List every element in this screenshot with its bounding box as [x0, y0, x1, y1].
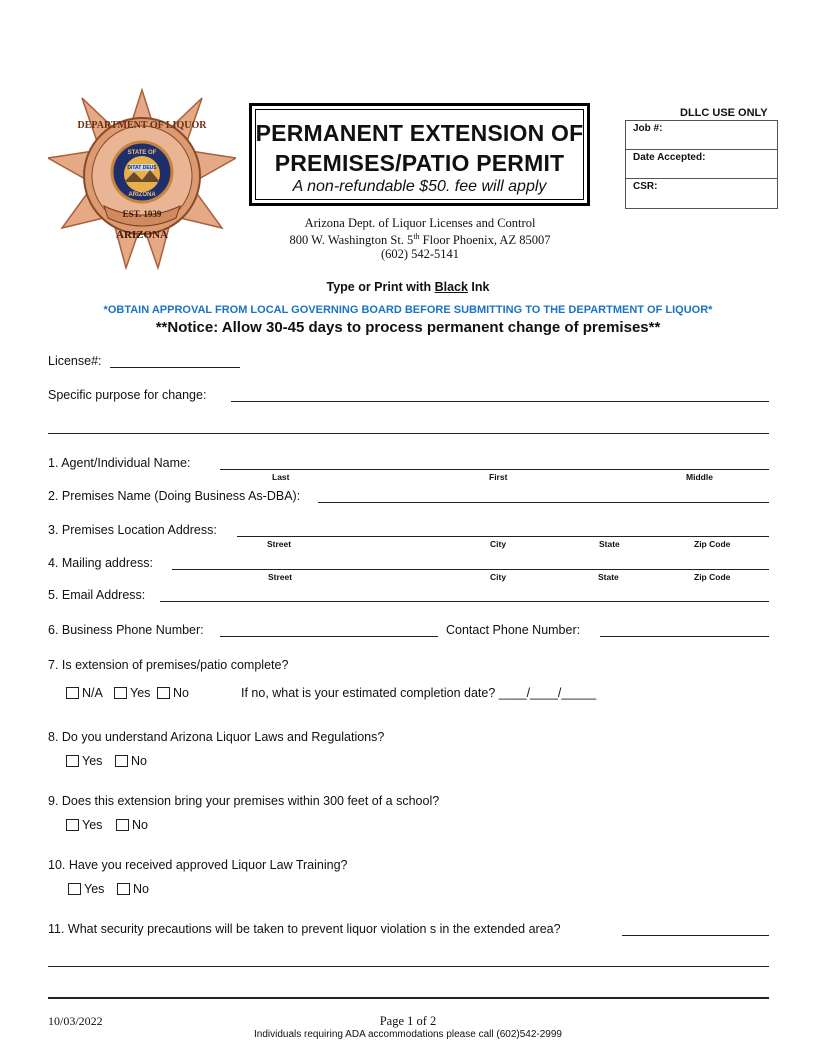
- sub-zip: Zip Code: [694, 539, 731, 549]
- badge-state: ARIZONA: [128, 192, 156, 198]
- dllc-job-number: Job #:: [626, 121, 777, 150]
- location-address-input[interactable]: [237, 536, 769, 537]
- license-input[interactable]: [110, 367, 240, 368]
- q7-option-no[interactable]: No: [157, 686, 189, 700]
- checkbox[interactable]: [116, 819, 129, 831]
- sub-zip: Zip Code: [694, 572, 731, 582]
- sub-street: Street: [267, 539, 292, 549]
- dllc-office-use-table: [625, 120, 778, 209]
- sub-city: City: [490, 539, 507, 549]
- sub-city: City: [490, 572, 507, 582]
- sub-state: State: [599, 539, 620, 549]
- fee-notice: A non-refundable $50. fee will apply: [292, 178, 547, 195]
- badge-motto: DITAT DEUS: [127, 165, 157, 171]
- mailing-address-label: 4. Mailing address:: [48, 556, 153, 570]
- dllc-heading: DLLC USE ONLY: [680, 107, 768, 119]
- checkbox[interactable]: [114, 687, 127, 699]
- department-of-liquor-badge: [48, 88, 236, 270]
- ink-instruction: Type or Print with Black Ink: [326, 280, 490, 294]
- q9-label: 9. Does this extension bring your premises within 300 feet of a school?: [48, 794, 440, 808]
- license-label: License#:: [48, 354, 102, 368]
- dllc-date-accepted: Date Accepted:: [626, 150, 777, 179]
- q7-option-yes[interactable]: Yes: [114, 686, 150, 700]
- footer-divider: [48, 997, 769, 999]
- agent-name-label: 1. Agent/Individual Name:: [48, 456, 191, 470]
- checkbox[interactable]: [68, 883, 81, 895]
- sub-first: First: [489, 472, 508, 482]
- business-phone-label: 6. Business Phone Number:: [48, 623, 204, 637]
- checkbox[interactable]: [66, 755, 79, 767]
- checkbox[interactable]: [115, 755, 128, 767]
- purpose-input-line2[interactable]: [48, 433, 769, 434]
- agency-name: Arizona Dept. of Liquor Licenses and Control: [304, 216, 536, 230]
- email-label: 5. Email Address:: [48, 588, 146, 602]
- q8-label: 8. Do you understand Arizona Liquor Laws and Regulations?: [48, 730, 385, 744]
- business-phone-input[interactable]: [220, 636, 438, 637]
- contact-phone-label: Contact Phone Number:: [446, 623, 581, 637]
- processing-notice: **Notice: Allow 30-45 days to process permanent change of premises**: [155, 319, 661, 336]
- sub-last: Last: [272, 472, 290, 482]
- q8-option-yes[interactable]: Yes: [66, 754, 102, 768]
- premises-name-input[interactable]: [318, 502, 769, 503]
- checkbox[interactable]: [117, 883, 130, 895]
- email-input[interactable]: [160, 601, 769, 602]
- q7-label: 7. Is extension of premises/patio complete?: [48, 658, 289, 672]
- agency-street: 800 W. Washington St. 5th Floor Phoenix, AZ 85007: [289, 232, 551, 248]
- checkbox[interactable]: [66, 687, 79, 699]
- q9-option-yes[interactable]: Yes: [66, 818, 102, 832]
- q10-label: 10. Have you received approved Liquor Law Training?: [48, 858, 348, 872]
- premises-name-label: 2. Premises Name (Doing Business As-DBA):: [48, 489, 301, 503]
- q11-label: 11. What security precautions will be taken to prevent liquor violation s in the extended area?: [48, 922, 561, 936]
- contact-phone-input[interactable]: [600, 636, 769, 637]
- form-title-line2: PREMISES/PATIO PERMIT: [274, 150, 565, 176]
- purpose-input[interactable]: [231, 401, 769, 402]
- badge-bottom: ARIZONA: [116, 229, 168, 241]
- purpose-label: Specific purpose for change:: [48, 388, 207, 402]
- approval-notice: *OBTAIN APPROVAL FROM LOCAL GOVERNING BOARD BEFORE SUBMITTING TO THE DEPARTMENT OF LIQUOR*: [103, 304, 713, 316]
- checkbox[interactable]: [66, 819, 79, 831]
- mailing-address-input[interactable]: [172, 569, 769, 570]
- checkbox[interactable]: [157, 687, 170, 699]
- agency-phone: (602) 542-5141: [380, 247, 460, 261]
- form-title-line1: PERMANENT EXTENSION OF: [255, 120, 584, 146]
- q11-input-line2[interactable]: [48, 966, 769, 967]
- badge-top-text: DEPARTMENT OF LIQUOR: [77, 120, 207, 131]
- ada-notice: Individuals requiring ADA accommodations please call (602)542-2999: [254, 1029, 562, 1040]
- sub-state: State: [598, 572, 619, 582]
- q8-option-no[interactable]: No: [115, 754, 147, 768]
- dllc-csr: CSR:: [633, 181, 658, 192]
- q7-option-na[interactable]: N/A: [66, 686, 103, 700]
- q10-option-no[interactable]: No: [117, 882, 149, 896]
- sub-street: Street: [268, 572, 293, 582]
- q9-option-no[interactable]: No: [116, 818, 148, 832]
- completion-date-prompt: If no, what is your estimated completion date? ____/____/_____: [241, 686, 597, 700]
- sub-middle: Middle: [686, 472, 713, 482]
- q10-option-yes[interactable]: Yes: [68, 882, 104, 896]
- q11-input[interactable]: [622, 935, 769, 936]
- form-title-box: [249, 103, 590, 206]
- badge-seal-text: STATE OF: [127, 150, 157, 156]
- location-address-label: 3. Premises Location Address:: [48, 523, 217, 537]
- revision-date: 10/03/2022: [48, 1014, 103, 1028]
- badge-est: EST. 1939: [122, 209, 162, 219]
- page-number: Page 1 of 2: [379, 1014, 437, 1028]
- agent-name-input[interactable]: [220, 469, 769, 470]
